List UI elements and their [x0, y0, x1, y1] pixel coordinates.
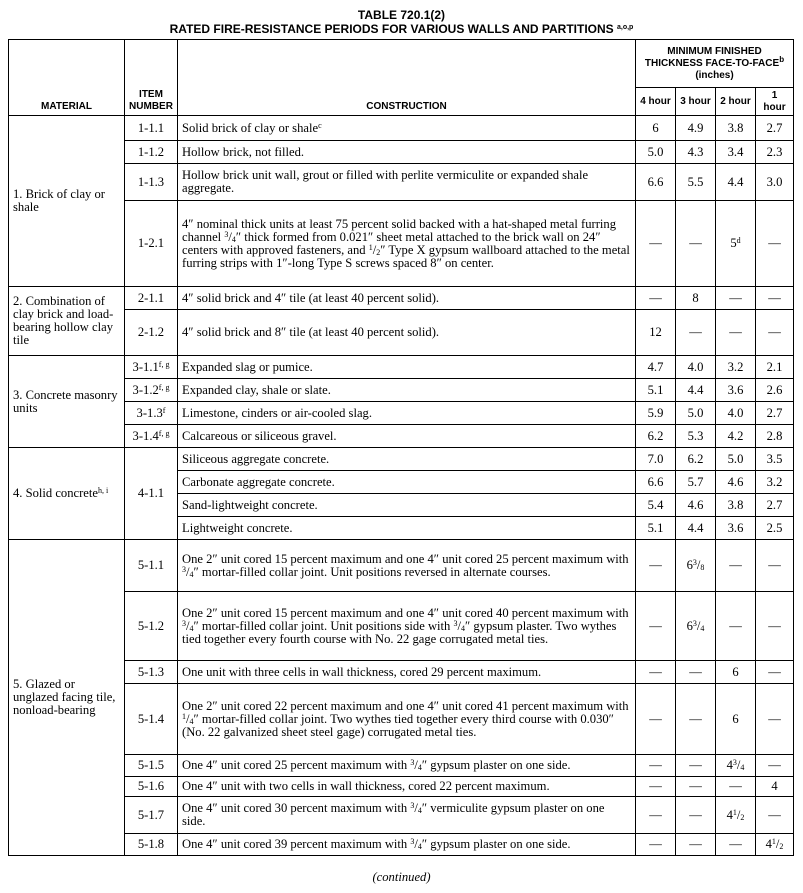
construction-text: One 4″ unit cored 39 percent maximum with	[182, 837, 411, 851]
construction-text: ″ thick formed from 0.021″ sheet metal attached to the brick wall on 24″ centers with approved fasteners, and	[182, 229, 601, 257]
value-4h: 4.7	[636, 356, 676, 379]
item-number: 5-1.6	[125, 777, 178, 797]
value-2h: 4.2	[716, 425, 756, 448]
fraction: $^3/_4$	[182, 618, 194, 633]
value-1h: —	[756, 755, 794, 777]
footnote-ref: f, g	[158, 382, 170, 392]
table-title: TABLE 720.1(2)	[357, 8, 446, 22]
construction-cell	[178, 755, 636, 777]
value-3h: —	[676, 755, 716, 777]
fraction: $^3/_4$	[410, 801, 422, 815]
fraction-denominator: 4	[417, 763, 422, 772]
value-whole: 6	[686, 558, 693, 572]
value-3h: 4.4	[676, 379, 716, 402]
construction-text: ″ gypsum plaster. Two wythes tied together every fourth course with No. 22 gage corrugated metal ties.	[182, 618, 617, 646]
value-2h: —	[716, 310, 756, 356]
value-3h: 4.4	[676, 517, 716, 540]
fraction-denominator: 4	[189, 569, 194, 579]
construction-cell: 4″ solid brick and 8″ tile (at least 40 percent solid).	[178, 310, 636, 356]
fraction-denominator: 4	[231, 234, 236, 244]
material-5: 5. Glazed or unglazed facing tile, nonload-bearing	[9, 540, 125, 856]
header-min-thickness	[636, 40, 794, 88]
construction-cell: Hollow brick unit wall, grout or filled with perlite vermiculite or expanded shale aggregate.	[178, 164, 636, 201]
fraction-denominator: 4	[417, 842, 422, 851]
header-material: MATERIAL	[9, 40, 125, 116]
value-2h: —	[716, 287, 756, 310]
value-4h: 7.0	[636, 448, 676, 471]
construction-text: 4″ nominal thick units at least 75 percent solid backed with a hat-shaped metal furring channel	[182, 216, 617, 244]
value-4h: 6	[636, 116, 676, 141]
value-3h: 8	[676, 287, 716, 310]
construction-text: One 2″ unit cored 15 percent maximum and one 4″ unit cored 40 percent maximum with	[182, 605, 629, 620]
footnote-ref: f, g	[158, 428, 170, 438]
table-subtitle	[0, 22, 803, 36]
fraction-denominator: 4	[189, 623, 194, 633]
fraction-numerator: 1	[368, 242, 373, 252]
header-item-number: ITEM NUMBER	[125, 40, 178, 116]
value-1h: 2.5	[756, 517, 794, 540]
item-number: 5-1.2	[125, 592, 178, 661]
table-row	[9, 592, 794, 661]
header-construction: CONSTRUCTION	[178, 40, 636, 116]
fraction-numerator: 3	[453, 618, 458, 628]
fraction-denominator: 2	[740, 812, 745, 822]
construction-cell	[178, 797, 636, 834]
construction-cell	[178, 116, 636, 141]
value-2h: 4.4	[716, 164, 756, 201]
construction-cell: Sand-lightweight concrete.	[178, 494, 636, 517]
fraction: $^3/_4$	[410, 758, 422, 772]
continued-note: (continued)	[372, 870, 431, 884]
value-1h: —	[756, 797, 794, 834]
construction-cell: Limestone, cinders or air-cooled slag.	[178, 402, 636, 425]
value-3h: —	[676, 684, 716, 755]
construction-cell	[178, 684, 636, 755]
construction-cell: Calcareous or siliceous gravel.	[178, 425, 636, 448]
item-number: 1-1.3	[125, 164, 178, 201]
fire-resistance-table	[8, 39, 794, 856]
table-row	[9, 141, 794, 164]
construction-cell: Hollow brick, not filled.	[178, 141, 636, 164]
footnote-ref: f, g	[158, 359, 170, 369]
table-row	[9, 116, 794, 141]
value-4h: —	[636, 834, 676, 856]
value-2h: $4^1/_2$	[716, 797, 756, 834]
fraction-numerator: 1	[182, 711, 186, 721]
subtitle-text: RATED FIRE-RESISTANCE PERIODS FOR VARIOUS WALLS AND PARTITIONS	[169, 22, 614, 36]
construction-cell: Lightweight concrete.	[178, 517, 636, 540]
subtitle-footnote: a,o,p	[617, 24, 634, 31]
construction-text: ″ gypsum plaster on one side.	[421, 837, 571, 851]
value-4h: 6.6	[636, 164, 676, 201]
construction-cell	[178, 540, 636, 592]
fraction-numerator: 1	[732, 807, 737, 817]
construction-text: One 4″ unit cored 25 percent maximum with	[182, 758, 411, 772]
min-thickness-footnote: b	[779, 54, 785, 64]
header-row	[9, 40, 794, 88]
value-2h: 3.4	[716, 141, 756, 164]
fraction-numerator: 3	[692, 618, 697, 628]
table-row	[9, 448, 794, 471]
item-number	[125, 402, 178, 425]
table-row	[9, 164, 794, 201]
value-text: 5	[730, 236, 737, 250]
value-4h: —	[636, 755, 676, 777]
item-number: 4-1.1	[125, 448, 178, 540]
value-1h: 2.7	[756, 494, 794, 517]
value-4h: —	[636, 540, 676, 592]
value-3h: 4.0	[676, 356, 716, 379]
fraction-denominator: 4	[700, 623, 705, 633]
fraction: $^1/_4$	[182, 711, 194, 726]
value-2h: 6	[716, 684, 756, 755]
item-number: 5-1.7	[125, 797, 178, 834]
value-2h: —	[716, 592, 756, 661]
value-3h: —	[676, 777, 716, 797]
fraction-numerator: 1	[771, 837, 776, 846]
fraction-numerator: 3	[182, 564, 186, 574]
value-whole: 4	[726, 807, 733, 822]
value-2h: 5.0	[716, 448, 756, 471]
header-4-hour: 4 hour	[636, 88, 676, 116]
item-number	[125, 356, 178, 379]
value-2h: 3.8	[716, 116, 756, 141]
value-1h: —	[756, 287, 794, 310]
item-number: 5-1.1	[125, 540, 178, 592]
construction-text: ″ Type X gypsum wallboard attached to the metal furring strips with 1″-long Type S screws spaced 8″ on center.	[182, 242, 630, 270]
construction-cell: Expanded slag or pumice.	[178, 356, 636, 379]
value-3h: 5.5	[676, 164, 716, 201]
value-4h: 12	[636, 310, 676, 356]
value-4h: 6.2	[636, 425, 676, 448]
item-number: 1-1.2	[125, 141, 178, 164]
fraction-denominator: 8	[700, 563, 705, 572]
value-3h: —	[676, 661, 716, 684]
value-1h: 2.7	[756, 402, 794, 425]
fraction: $^3/_4$	[224, 229, 236, 244]
table-row	[9, 661, 794, 684]
value-2h: —	[716, 834, 756, 856]
construction-text: ″ gypsum plaster on one side.	[421, 758, 571, 772]
value-4h: 5.4	[636, 494, 676, 517]
value-4h: —	[636, 201, 676, 287]
construction-cell: Expanded clay, shale or slate.	[178, 379, 636, 402]
footnote-ref: f	[162, 405, 166, 415]
table-row	[9, 310, 794, 356]
table-row	[9, 402, 794, 425]
value-2h: 6	[716, 661, 756, 684]
value-1h: —	[756, 661, 794, 684]
table-row	[9, 425, 794, 448]
construction-cell	[178, 592, 636, 661]
fraction: $^3/_4$	[453, 618, 465, 633]
value-4h: —	[636, 287, 676, 310]
item-number: 5-1.8	[125, 834, 178, 856]
item-text: 3-1.1	[132, 359, 159, 374]
value-1h: 2.6	[756, 379, 794, 402]
value-3h: 4.9	[676, 116, 716, 141]
header-2-hour: 2 hour	[716, 88, 756, 116]
value-1h: 2.7	[756, 116, 794, 141]
table-row	[9, 201, 794, 287]
material-4	[9, 448, 125, 540]
fraction: $^3/_4$	[410, 837, 422, 851]
value-2h: —	[716, 540, 756, 592]
value-1h: —	[756, 540, 794, 592]
value-3h: $6^3/_4$	[676, 592, 716, 661]
value-2h: 3.6	[716, 379, 756, 402]
construction-text: One 4″ unit cored 30 percent maximum with	[182, 801, 411, 815]
fraction-numerator: 3	[410, 837, 415, 846]
item-number	[125, 379, 178, 402]
material-2: 2. Combination of clay brick and load-bearing hollow clay tile	[9, 287, 125, 356]
fraction-denominator: 2	[376, 247, 381, 257]
value-2h: $4^3/_4$	[716, 755, 756, 777]
value-3h: 6.2	[676, 448, 716, 471]
item-text: 3-1.2	[132, 382, 159, 397]
fraction-numerator: 3	[410, 758, 415, 767]
fraction-denominator: 4	[460, 623, 465, 633]
table-row	[9, 287, 794, 310]
construction-text: ″ mortar-filled collar joint. Unit positions side with	[193, 618, 454, 633]
item-number: 5-1.5	[125, 755, 178, 777]
inches-label: (inches)	[695, 69, 734, 81]
item-number: 2-1.1	[125, 287, 178, 310]
value-2h: —	[716, 777, 756, 797]
fraction-denominator: 2	[779, 842, 784, 851]
fraction: $^3/_4$	[182, 564, 194, 579]
value-4h: 5.9	[636, 402, 676, 425]
item-number: 5-1.3	[125, 661, 178, 684]
value-4h: —	[636, 592, 676, 661]
table-row	[9, 834, 794, 856]
construction-cell: One unit with three cells in wall thickness, cored 29 percent maximum.	[178, 661, 636, 684]
construction-cell: One 4″ unit with two cells in wall thickness, cored 22 percent maximum.	[178, 777, 636, 797]
table-row	[9, 356, 794, 379]
value-3h: —	[676, 834, 716, 856]
table-row	[9, 540, 794, 592]
construction-text: ″ mortar-filled collar joint. Two wythes tied together every third course with 0.030″ (No. 22 galvanized sheet steel gage) corrugated metal ties.	[182, 711, 614, 739]
value-4h: —	[636, 661, 676, 684]
value-2h: 3.8	[716, 494, 756, 517]
value-1h: —	[756, 310, 794, 356]
table-row	[9, 797, 794, 834]
value-whole: 4	[726, 758, 733, 772]
table-row	[9, 777, 794, 797]
construction-text: Solid brick of clay or shale	[182, 120, 319, 135]
fraction-numerator: 3	[224, 229, 229, 239]
value-whole: 4	[765, 837, 772, 851]
value-1h: —	[756, 592, 794, 661]
value-4h: 5.1	[636, 379, 676, 402]
value-4h: 6.6	[636, 471, 676, 494]
construction-text: One 2″ unit cored 22 percent maximum and one 4″ unit cored 41 percent maximum with	[182, 698, 629, 713]
value-4h: —	[636, 797, 676, 834]
fraction-denominator: 4	[417, 806, 422, 815]
header-3-hour: 3 hour	[676, 88, 716, 116]
value-3h: —	[676, 201, 716, 287]
value-3h: 5.7	[676, 471, 716, 494]
footnote-ref: d	[736, 236, 741, 245]
construction-cell: Carbonate aggregate concrete.	[178, 471, 636, 494]
fraction-numerator: 3	[410, 801, 415, 810]
fraction: $^1/_2$	[368, 242, 381, 257]
fraction-numerator: 3	[692, 558, 697, 567]
value-3h: 4.3	[676, 141, 716, 164]
construction-text: ″ vermiculite gypsum plaster on one side.	[182, 801, 605, 828]
value-3h: 4.6	[676, 494, 716, 517]
value-1h: 4	[756, 777, 794, 797]
item-text: 3-1.4	[132, 428, 159, 443]
construction-text: One 2″ unit cored 15 percent maximum and one 4″ unit cored 25 percent maximum with	[182, 551, 629, 566]
table-row	[9, 379, 794, 402]
construction-cell: Siliceous aggregate concrete.	[178, 448, 636, 471]
construction-cell: 4″ solid brick and 4″ tile (at least 40 percent solid).	[178, 287, 636, 310]
value-2h	[716, 201, 756, 287]
value-1h: 3.5	[756, 448, 794, 471]
value-3h: —	[676, 310, 716, 356]
value-2h: 4.0	[716, 402, 756, 425]
table-row	[9, 684, 794, 755]
header-1-hour: 1 hour	[756, 88, 794, 116]
min-thickness-label: MINIMUM FINISHED THICKNESS FACE-TO-FACE	[644, 45, 780, 69]
value-whole: 6	[686, 618, 693, 633]
item-number: 2-1.2	[125, 310, 178, 356]
item-number: 1-2.1	[125, 201, 178, 287]
value-1h: —	[756, 201, 794, 287]
value-1h: 2.3	[756, 141, 794, 164]
value-3h: —	[676, 797, 716, 834]
value-1h: 2.1	[756, 356, 794, 379]
fraction-numerator: 3	[732, 758, 737, 767]
value-4h: —	[636, 684, 676, 755]
value-1h: $4^1/_2$	[756, 834, 794, 856]
material-1: 1. Brick of clay or shale	[9, 116, 125, 287]
value-3h: 5.3	[676, 425, 716, 448]
fraction-denominator: 4	[189, 716, 194, 726]
footnote-ref: c	[318, 120, 322, 130]
value-1h: 3.0	[756, 164, 794, 201]
fraction-denominator: 4	[740, 763, 745, 772]
fraction-numerator: 3	[182, 618, 186, 628]
value-2h: 3.6	[716, 517, 756, 540]
construction-cell	[178, 201, 636, 287]
value-3h: 5.0	[676, 402, 716, 425]
value-1h: 3.2	[756, 471, 794, 494]
value-3h: $6^3/_8$	[676, 540, 716, 592]
footnote-ref: h, i	[97, 486, 109, 495]
item-number: 5-1.4	[125, 684, 178, 755]
value-4h: 5.1	[636, 517, 676, 540]
value-1h: 2.8	[756, 425, 794, 448]
construction-text: ″ mortar-filled collar joint. Unit positions reversed in alternate courses.	[193, 564, 551, 579]
material-text: 4. Solid concrete	[13, 486, 98, 500]
item-number: 1-1.1	[125, 116, 178, 141]
value-2h: 3.2	[716, 356, 756, 379]
table-row	[9, 755, 794, 777]
construction-cell	[178, 834, 636, 856]
material-3: 3. Concrete masonry units	[9, 356, 125, 448]
value-4h: —	[636, 777, 676, 797]
item-text: 3-1.3	[136, 405, 163, 420]
value-1h: —	[756, 684, 794, 755]
value-4h: 5.0	[636, 141, 676, 164]
item-number	[125, 425, 178, 448]
value-2h: 4.6	[716, 471, 756, 494]
